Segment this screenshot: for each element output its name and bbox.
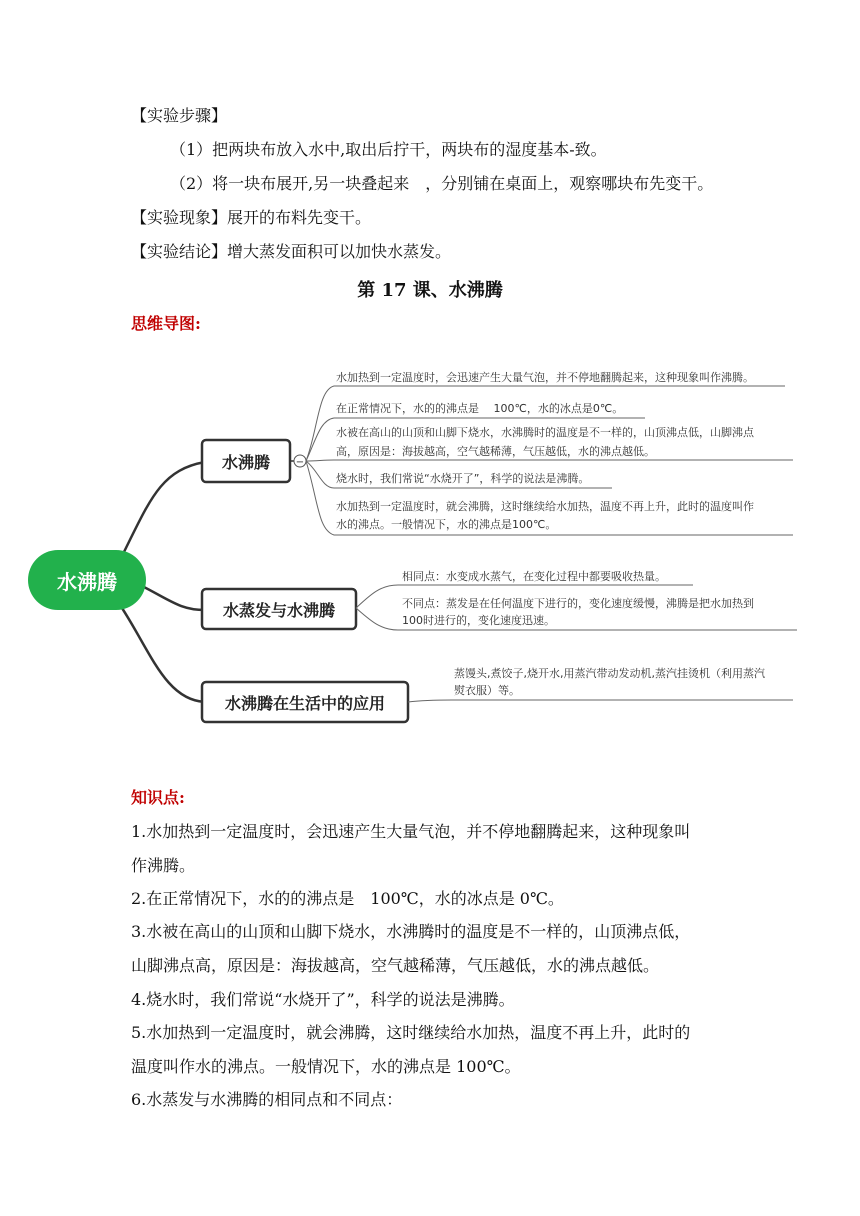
connector-branch1: [120, 462, 205, 560]
step-1: （1）把两块布放入水中,取出后拧干，两块布的湿度基本-致。: [170, 140, 607, 159]
step-2: （2）将一块布展开,另一块叠起来 ，分别铺在桌面上，观察哪块布先变干。: [170, 174, 714, 193]
branch3-leaf-lines: [408, 700, 793, 702]
mindmap-label: 思维导图:: [131, 314, 201, 333]
knowledge-line-2: 作沸腾。: [131, 856, 196, 875]
branch1-label: 水沸腾: [221, 453, 271, 472]
connector-branch2: [140, 585, 205, 610]
branch1-leaf-2: 在正常情况下，水的的沸点是 100℃，水的冰点是0℃。: [336, 402, 624, 415]
knowledge-line-6: 4.烧水时，我们常说“水烧开了”，科学的说法是沸腾。: [131, 990, 515, 1009]
branch3-leaf-1a: 蒸馒头,煮饺子,烧开水,用蒸汽带动发动机,蒸汽挂烫机（利用蒸汽: [454, 667, 765, 680]
branch3-leaf-1b: 熨衣服）等。: [454, 684, 520, 697]
conclusion: 【实验结论】增大蒸发面积可以加快水蒸发。: [131, 242, 452, 261]
knowledge-line-1: 1.水加热到一定温度时，会迅速产生大量气泡，并不停地翻腾起来，这种现象叫: [131, 822, 691, 841]
knowledge-line-5: 山脚沸点高，原因是：海拔越高，空气越稀薄，气压越低，水的沸点越低。: [131, 956, 660, 975]
knowledge-line-4: 3.水被在高山的山顶和山脚下烧水，水沸腾时的温度是不一样的，山顶沸点低，: [131, 922, 691, 941]
root-label: 水沸腾: [57, 570, 117, 594]
knowledge-line-9: 6.水蒸发与水沸腾的相同点和不同点：: [131, 1090, 403, 1109]
phenomenon: 【实验现象】展开的布料先变干。: [131, 208, 372, 227]
knowledge-label: 知识点:: [131, 788, 185, 807]
branch1-leaf-5b: 水的沸点。一般情况下，水的沸点是100℃。: [336, 518, 557, 531]
branch1-leaf-3a: 水被在高山的山顶和山脚下烧水，水沸腾时的温度是不一样的，山顶沸点低，山脚沸点: [336, 426, 754, 439]
knowledge-line-7: 5.水加热到一定温度时，就会沸腾，这时继续给水加热，温度不再上升，此时的: [131, 1023, 691, 1042]
branch2-label: 水蒸发与水沸腾: [222, 601, 336, 620]
branch1-leaf-5a: 水加热到一定温度时，就会沸腾，这时继续给水加热，温度不再上升，此时的温度叫作: [336, 500, 754, 513]
knowledge-line-8: 温度叫作水的沸点。一般情况下，水的沸点是 100℃。: [131, 1057, 521, 1076]
branch2-leaf-2a: 不同点：蒸发是在任何温度下进行的，变化速度缓慢，沸腾是把水加热到: [402, 597, 754, 610]
collapse-toggle-glyph: −: [295, 457, 305, 468]
branch1-leaf-3b: 高，原因是：海拔越高，空气越稀薄，气压越低，水的沸点越低。: [336, 445, 655, 458]
branch2-leaf-1: 相同点：水变成水蒸气，在变化过程中都要吸收热量。: [402, 570, 666, 583]
lesson-title: 第 17 课、水沸腾: [357, 280, 503, 301]
branch2-leaf-2b: 100时进行的，变化速度迅速。: [402, 614, 555, 627]
branch1-leaf-1: 水加热到一定温度时，会迅速产生大量气泡，并不停地翻腾起来，这种现象叫作沸腾。: [336, 371, 754, 384]
branch3-label: 水沸腾在生活中的应用: [224, 694, 386, 713]
knowledge-line-3: 2.在正常情况下，水的的沸点是 100℃，水的冰点是 0℃。: [131, 889, 564, 908]
branch1-leaf-4: 烧水时，我们常说“水烧开了”，科学的说法是沸腾。: [336, 472, 590, 485]
steps-header: 【实验步骤】: [131, 106, 228, 125]
connector-branch3: [120, 605, 205, 702]
